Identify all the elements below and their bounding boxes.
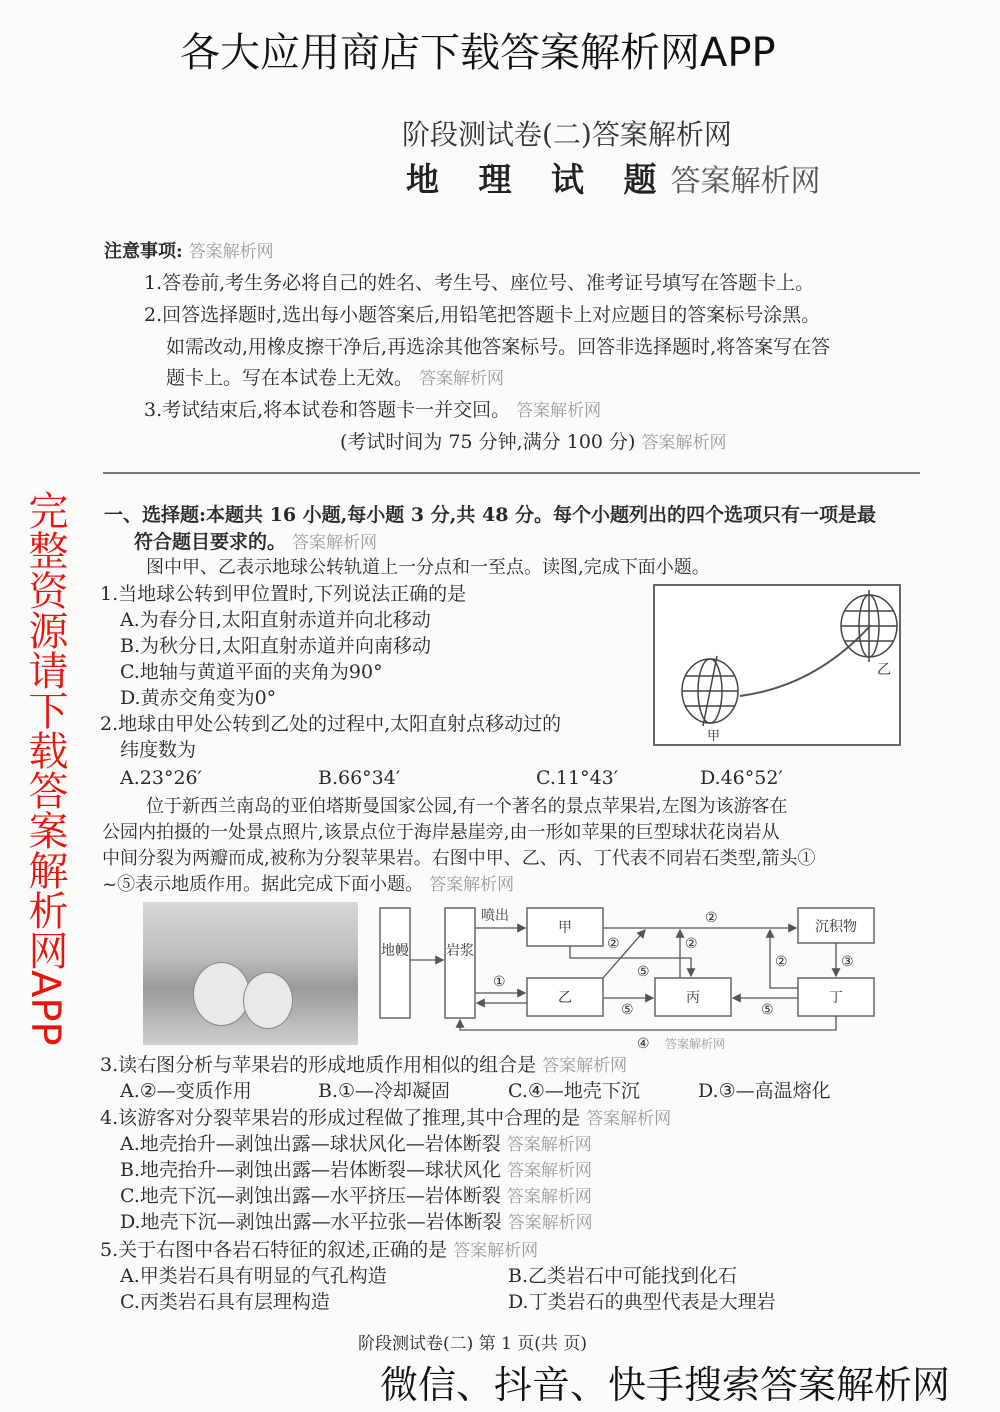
note-text: 题卡上。写在本试卷上无效。 (166, 367, 414, 389)
title-watermark: 答案解析网 (591, 118, 732, 151)
question-4-option-d[interactable] (120, 1210, 593, 1235)
option-text: A.地壳抬升—剥蚀出露—球状风化—岩体断裂 (120, 1133, 501, 1155)
question-3-stem (100, 1053, 627, 1078)
question-2-stem: 2.地球由甲处公转到乙处的过程中,太阳直射点移动过的 (100, 713, 562, 735)
label-mantle: 地幔 (381, 943, 409, 959)
rock-cycle-diagram (375, 900, 885, 1052)
note-text: 3.考试结束后,将本试卷和答题卡一并交回。 (144, 399, 511, 421)
globe-yi-icon (841, 590, 897, 662)
label-process-2: ② (607, 936, 620, 952)
subject-text: 地 理 试 题 (406, 160, 671, 199)
passage-line: 位于新西兰南岛的亚伯塔斯曼国家公园,有一个著名的景点苹果岩,左图为该游客在 (146, 796, 788, 817)
watermark-top-left: 各大应用商店下载答案解析网APP (180, 30, 776, 76)
globe-jia-icon (682, 656, 738, 726)
option-text: C.地壳下沉—剥蚀出露—水平挤压—岩体断裂 (120, 1185, 501, 1207)
label-process-5: ⑤ (621, 1002, 634, 1018)
question-2-option-b[interactable]: B.66°34′ (318, 767, 401, 789)
question-1-option-a[interactable]: A.为春分日,太阳直射赤道并向北移动 (120, 609, 431, 631)
note-item (144, 398, 601, 423)
watermark-text: 答案解析网 (292, 533, 378, 553)
question-3-option-d[interactable]: D.③—高温熔化 (698, 1080, 831, 1102)
label-jia: 甲 (558, 920, 572, 936)
stem-text: 5.关于右图中各岩石特征的叙述,正确的是 (100, 1239, 448, 1261)
watermark-text: 答案解析网 (665, 1037, 726, 1051)
exam-title (402, 118, 732, 152)
label-process-2: ② (685, 936, 698, 952)
question-5-option-b[interactable]: B.乙类岩石中可能找到化石 (508, 1265, 738, 1287)
page-footer: 阶段测试卷(二) 第 1 页(共 页) (358, 1334, 587, 1354)
watermark-text: 答案解析网 (507, 1213, 593, 1233)
notes-heading-text: 注意事项: (104, 241, 183, 262)
rock-half-left (193, 962, 250, 1026)
label-process-2: ② (705, 910, 718, 926)
question-intro: 图中甲、乙表示地球公转轨道上一分点和一至点。读图,完成下面小题。 (146, 557, 710, 578)
note-item: 1.答卷前,考生务必将自己的姓名、考生号、座位号、准考证号填写在答题卡上。 (144, 272, 815, 294)
question-2-option-a[interactable]: A.23°26′ (120, 767, 202, 789)
watermark-bottom-right: 微信、抖音、快手搜索答案解析网 (380, 1363, 951, 1407)
notes-heading (104, 240, 274, 264)
time-text: (考试时间为 75 分钟,满分 100 分) (340, 431, 636, 453)
question-4-option-b[interactable] (120, 1158, 592, 1183)
passage-line (102, 873, 514, 897)
watermark-text: 答案解析网 (542, 1056, 628, 1076)
question-5-stem (100, 1238, 538, 1263)
watermark-text: 答案解析网 (507, 1161, 593, 1181)
question-4-stem (100, 1106, 671, 1131)
divider (103, 472, 920, 474)
label-sediment: 沉积物 (815, 919, 857, 935)
label-bing: 丙 (686, 990, 700, 1006)
label-process-5: ⑤ (761, 1002, 774, 1018)
subject-title (406, 160, 820, 202)
watermark-text: 答案解析网 (506, 1187, 592, 1207)
question-5-option-a[interactable]: A.甲类岩石具有明显的气孔构造 (120, 1265, 387, 1287)
question-2-option-d[interactable]: D.46°52′ (700, 767, 783, 789)
rock-half-right (243, 972, 293, 1029)
section-heading: 一、选择题:本题共 16 小题,每小题 3 分,共 48 分。每个小题列出的四个选项只有一项是最 (104, 504, 877, 526)
passage-line: 公园内拍摄的一处景点照片,该景点位于海岸悬崖旁,由一形如苹果的巨型球状花岗岩从 (102, 822, 780, 843)
box-magma (445, 908, 475, 1018)
label-process-1: ① (493, 974, 506, 990)
watermark-text: 答案解析网 (453, 1241, 539, 1261)
question-2-option-c[interactable]: C.11°43′ (536, 767, 619, 789)
subject-watermark: 答案解析网 (670, 164, 821, 199)
question-4-option-a[interactable] (120, 1132, 592, 1157)
orbit-path (740, 626, 870, 696)
watermark-text: 答案解析网 (586, 1109, 672, 1129)
question-5-option-d[interactable]: D.丁类岩石的典型代表是大理岩 (508, 1291, 776, 1313)
apple-rock-photo (143, 902, 358, 1045)
watermark-center: 完整资源请下载答案解析网APP (22, 490, 68, 1046)
label-yi: 乙 (877, 662, 891, 678)
orbit-figure (653, 584, 901, 746)
label-process-3: ③ (841, 954, 854, 970)
watermark-text: 答案解析网 (506, 1135, 592, 1155)
note-item (166, 366, 504, 391)
question-3-option-b[interactable]: B.①—冷却凝固 (318, 1080, 451, 1102)
watermark-text: 答案解析网 (641, 433, 727, 453)
watermark-text: 答案解析网 (419, 369, 505, 389)
label-process-5: ⑤ (637, 964, 650, 980)
note-item: 2.回答选择题时,选出每小题答案后,用铅笔把答题卡上对应题目的答案标号涂黑。 (144, 304, 821, 326)
orbit-diagram (655, 586, 899, 744)
label-process-2: ② (775, 954, 788, 970)
label-ding: 丁 (829, 990, 843, 1006)
watermark-text: 答案解析网 (188, 242, 274, 262)
question-1-stem: 1.当地球公转到甲位置时,下列说法正确的是 (100, 583, 467, 605)
question-5-option-c[interactable]: C.丙类岩石具有层理构造 (120, 1291, 330, 1313)
passage-line: 中间分裂为两瓣而成,被称为分裂苹果岩。右图中甲、乙、丙、丁代表不同岩石类型,箭头① (102, 848, 816, 869)
watermark-text: 答案解析网 (516, 401, 602, 421)
note-item: 如需改动,用橡皮擦干净后,再选涂其他答案标号。回答非选择题时,将答案写在答 (166, 336, 831, 358)
stem-text: 4.该游客对分裂苹果岩的形成过程做了推理,其中合理的是 (100, 1107, 581, 1129)
option-text: D.地壳下沉—剥蚀出露—水平拉张—岩体断裂 (120, 1211, 502, 1233)
question-2-stem-cont: 纬度数为 (120, 739, 197, 761)
label-erupt: 喷出 (481, 908, 509, 924)
question-1-option-d[interactable]: D.黄赤交角变为0° (120, 687, 277, 709)
box-mantle (380, 908, 410, 1018)
section-heading-cont (134, 530, 377, 555)
watermark-text: 答案解析网 (429, 875, 515, 895)
question-3-option-a[interactable]: A.②—变质作用 (120, 1080, 252, 1102)
option-text: B.地壳抬升—剥蚀出露—岩体断裂—球状风化 (120, 1159, 502, 1181)
question-3-option-c[interactable]: C.④—地壳下沉 (508, 1080, 640, 1102)
question-1-option-c[interactable]: C.地轴与黄道平面的夹角为90° (120, 661, 383, 683)
label-jia: 甲 (707, 729, 721, 744)
stem-text: 3.读右图分析与苹果岩的形成地质作用相似的组合是 (100, 1054, 537, 1076)
exam-time (340, 430, 726, 455)
passage-text: ~⑤表示地质作用。据此完成下面小题。 (102, 874, 424, 895)
title-text: 阶段测试卷(二) (402, 118, 592, 151)
label-process-4: ④ (637, 1036, 650, 1052)
section-text: 符合题目要求的。 (134, 531, 287, 553)
question-4-option-c[interactable] (120, 1184, 592, 1209)
label-magma: 岩浆 (446, 943, 474, 959)
question-1-option-b[interactable]: B.为秋分日,太阳直射赤道并向南移动 (120, 635, 432, 657)
label-yi: 乙 (558, 990, 572, 1006)
